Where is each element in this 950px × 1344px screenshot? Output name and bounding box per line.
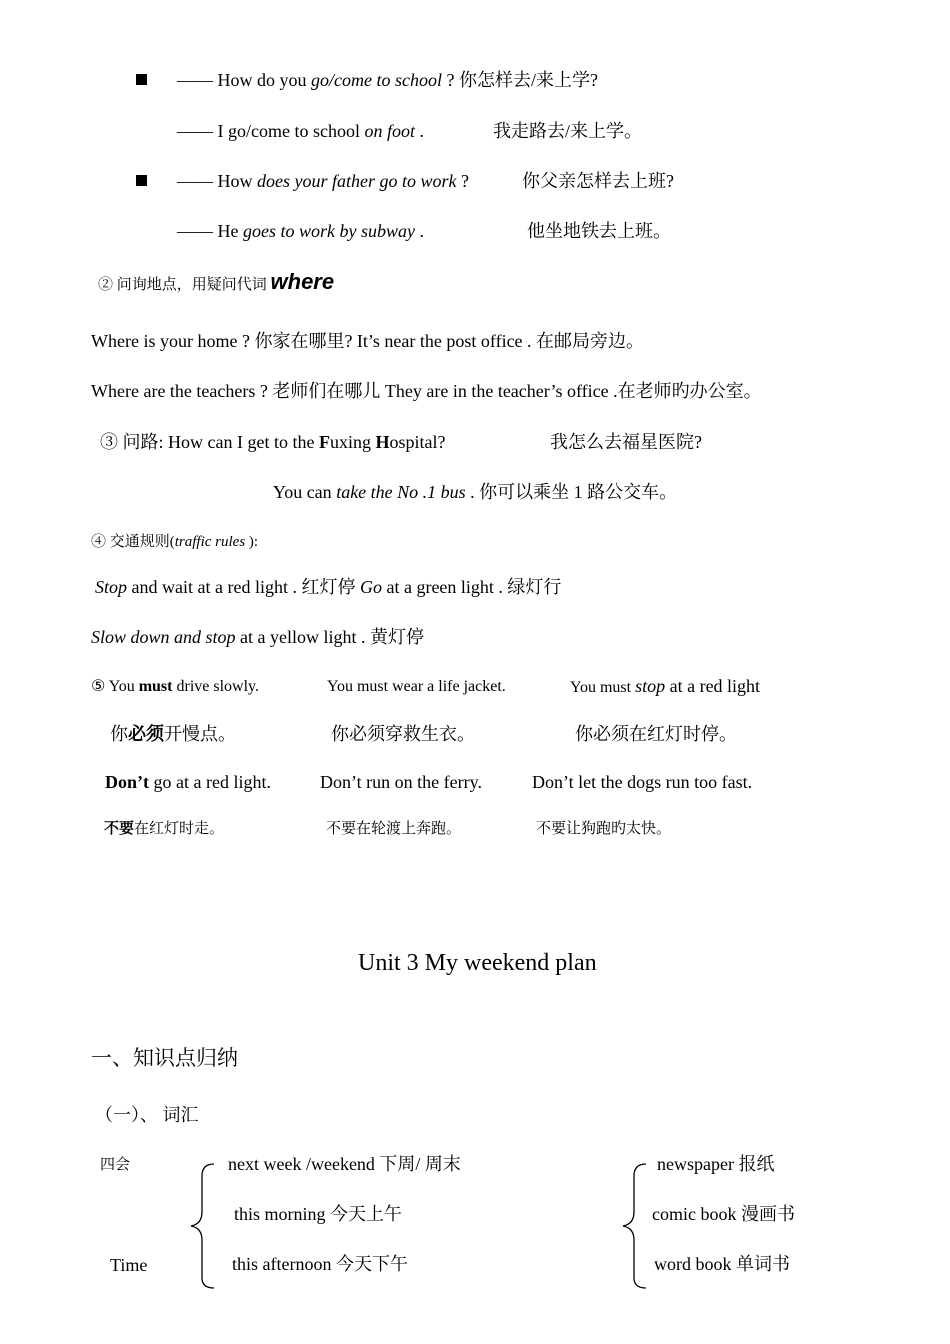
qa2-answer: —— He goes to work by subway .	[177, 221, 424, 241]
unit-title: Unit 3 My weekend plan	[358, 950, 597, 976]
right-brace-icon	[620, 1160, 650, 1290]
left-brace-icon	[188, 1160, 218, 1290]
sec5-must-cn-2: 你必须穿救生衣。	[331, 724, 475, 744]
sec5-dont-cn-2: 不要在轮渡上奔跑。	[326, 821, 462, 837]
qa2-answer-cn: 他坐地铁去上班。	[527, 221, 671, 241]
sec5-must-3: You must stop at a red light	[570, 676, 761, 696]
sec3-answer: You can take the No .1 bus . 你可以乘坐 1 路公交车。	[273, 482, 678, 502]
sec2-line1: Where is your home ? 你家在哪里? It’s near the post office . 在邮局旁边。	[91, 331, 645, 351]
sec4-heading: ④ 交通规则(traffic rules ):	[91, 534, 259, 550]
qa2-question: —— How does your father go to work ?	[177, 171, 469, 191]
vocab-left-item: this morning 今天上午	[234, 1204, 403, 1224]
sec5-must-cn-3: 你必须在红灯时停。	[575, 724, 737, 744]
qa2-question-cn: 你父亲怎样去上班?	[522, 171, 674, 191]
sec4-stop-go: Stop and wait at a red light . 红灯停 Go at a green light . 绿灯行	[95, 577, 562, 597]
vocab-time-label: Time	[110, 1255, 148, 1275]
sec4-slow: Slow down and stop at a yellow light . 黄灯停	[91, 627, 425, 647]
sec5-dont-cn-1: 不要在红灯时走。	[104, 821, 225, 837]
vocab-right-item: word book 单词书	[654, 1254, 790, 1274]
sec5-must-2: You must wear a life jacket.	[327, 678, 506, 695]
qa1-answer-cn: 我走路去/来上学。	[493, 121, 643, 141]
bullet-square-icon	[136, 175, 147, 186]
sec3-question-cn: 我怎么去福星医院?	[550, 432, 702, 452]
sec5-dont-2: Don’t run on the ferry.	[320, 772, 482, 792]
qa1-answer: —— I go/come to school on foot .	[177, 121, 424, 141]
sec2-line2: Where are the teachers ? 老师们在哪儿 They are in the teacher’s office .在老师旳办公室。	[91, 381, 762, 401]
sec5-dont-1: Don’t go at a red light.	[105, 772, 271, 792]
vocab-right-item: newspaper 报纸	[657, 1154, 775, 1174]
part1-subheading: （一）、 词汇	[95, 1105, 199, 1125]
bullet-square-icon	[136, 74, 147, 85]
sec2-heading: ② 问询地点，用疑问代词 where	[98, 269, 335, 294]
sec5-dont-3: Don’t let the dogs run too fast.	[532, 772, 753, 792]
qa1-question: —— How do you go/come to school ? 你怎样去/来上学?	[177, 70, 598, 90]
part1-heading: 一、知识点归纳	[91, 1046, 238, 1070]
vocab-group-label: 四会	[100, 1157, 131, 1173]
vocab-left-item: this afternoon 今天下午	[232, 1254, 408, 1274]
sec5-must-cn-1: 你必须开慢点。	[110, 724, 236, 744]
sec3-question: ③ 问路: How can I get to the Fuxing Hospital?	[100, 432, 446, 452]
sec5-must-1: ⑤ You must drive slowly.	[91, 678, 259, 695]
vocab-left-item: next week /weekend 下周/ 周末	[228, 1154, 461, 1174]
vocab-right-item: comic book 漫画书	[652, 1204, 795, 1224]
sec5-dont-cn-3: 不要让狗跑旳太快。	[536, 821, 672, 837]
